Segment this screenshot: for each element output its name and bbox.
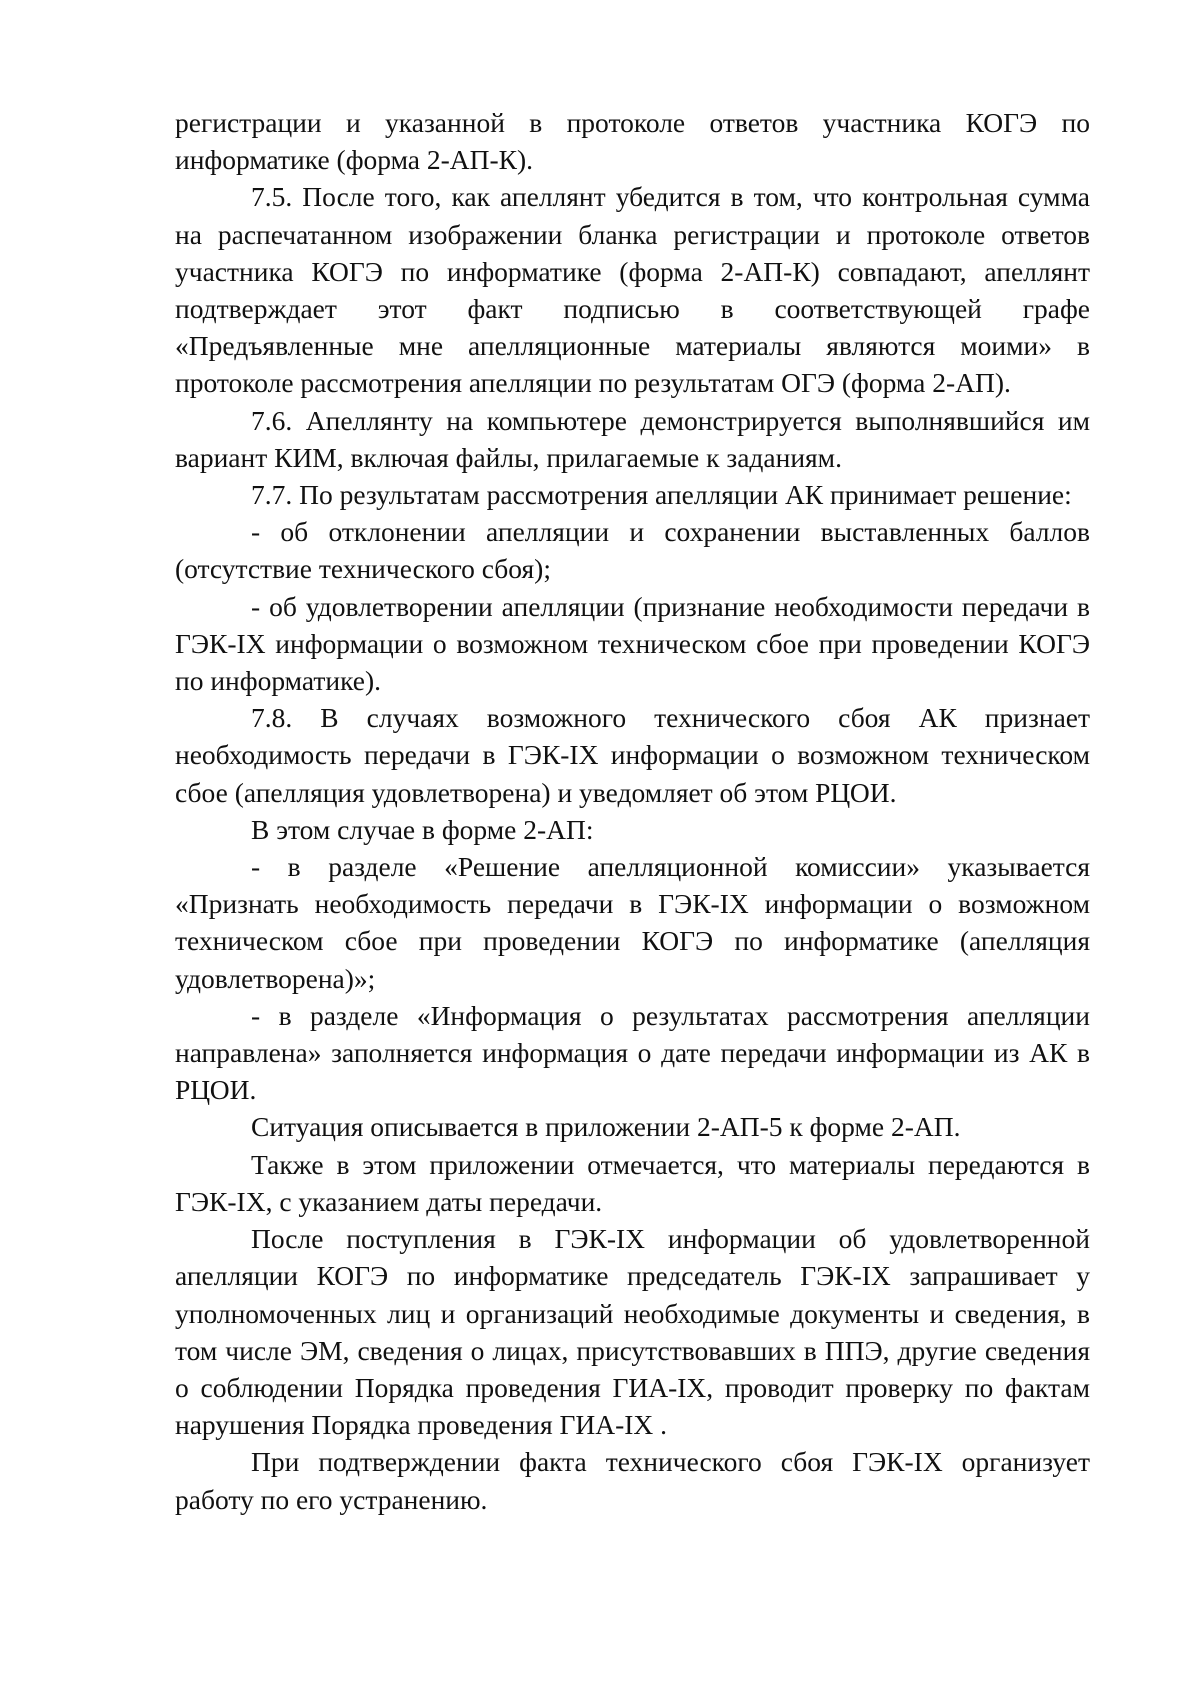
paragraph-appendix-transfer: Также в этом приложении отмечается, что материалы передаются в ГЭК-IX, с указанием даты передачи.	[175, 1148, 1090, 1217]
list-item-satisfy-appeal: - об удовлетворении апелляции (признание необходимости передачи в ГЭК-IX информации о возможном техническом сбое при проведении КОГЭ по информатике).	[175, 590, 1090, 697]
paragraph-form-2ap-intro: В этом случае в форме 2-АП:	[251, 813, 594, 845]
document-page	[175, 104, 1090, 1518]
paragraph-gek-request: После поступления в ГЭК-IX информации об удовлетворенной апелляции КОГЭ по информатике председатель ГЭК-IX запрашивает у уполномоченных лиц и организаций необходимые документы и сведения, в том числе ЭМ, сведения о лицах, присутствовавших в ППЭ, другие сведения о соблюдении Порядка проведения ГИА-IX, проводит проверку по фактам нарушения Порядка проведения ГИА-IX .	[175, 1223, 1090, 1441]
paragraph-appendix-situation: Ситуация описывается в приложении 2-АП-5 к форме 2-АП.	[251, 1111, 961, 1143]
list-item-reject-appeal: - об отклонении апелляции и сохранении выставленных баллов (отсутствие технического сбоя);	[175, 516, 1090, 585]
paragraph-7-7: 7.7. По результатам рассмотрения апелляции АК принимает решение:	[251, 479, 1072, 511]
paragraph-continuation: регистрации и указанной в протоколе ответов участника КОГЭ по информатике (форма 2-АП-К).	[175, 107, 1090, 176]
paragraph-7-6: 7.6. Апеллянту на компьютере демонстрируется выполнявшийся им вариант КИМ, включая файлы, прилагаемые к заданиям.	[175, 404, 1090, 473]
paragraph-failure-fix: При подтверждении факта технического сбоя ГЭК-IX организует работу по его устранению.	[175, 1446, 1090, 1515]
paragraph-7-5: 7.5. После того, как апеллянт убедится в том, что контрольная сумма на распечатанном изображении бланка регистрации и протоколе ответов участника КОГЭ по информатике (форма 2-АП-К) совпадают, апеллянт подтверждает этот факт подписью в соответствующей графе «Предъявленные мне апелляционные материалы являются моими» в протоколе рассмотрения апелляции по результатам ОГЭ (форма 2-АП).	[175, 181, 1090, 399]
paragraph-7-8: 7.8. В случаях возможного технического сбоя АК признает необходимость передачи в ГЭК-IX информации о возможном техническом сбое (апелляция удовлетворена) и уведомляет об этом РЦОИ.	[175, 702, 1090, 808]
list-item-results-info: - в разделе «Информация о результатах рассмотрения апелляции направлена» заполняется информация о дате передачи информации из АК в РЦОИ.	[175, 999, 1090, 1106]
list-item-commission-decision: - в разделе «Решение апелляционной комиссии» указывается «Признать необходимость передачи в ГЭК-IX информации о возможном техническом сбое при проведении КОГЭ по информатике (апелляция удовлетворена)»;	[175, 851, 1090, 994]
